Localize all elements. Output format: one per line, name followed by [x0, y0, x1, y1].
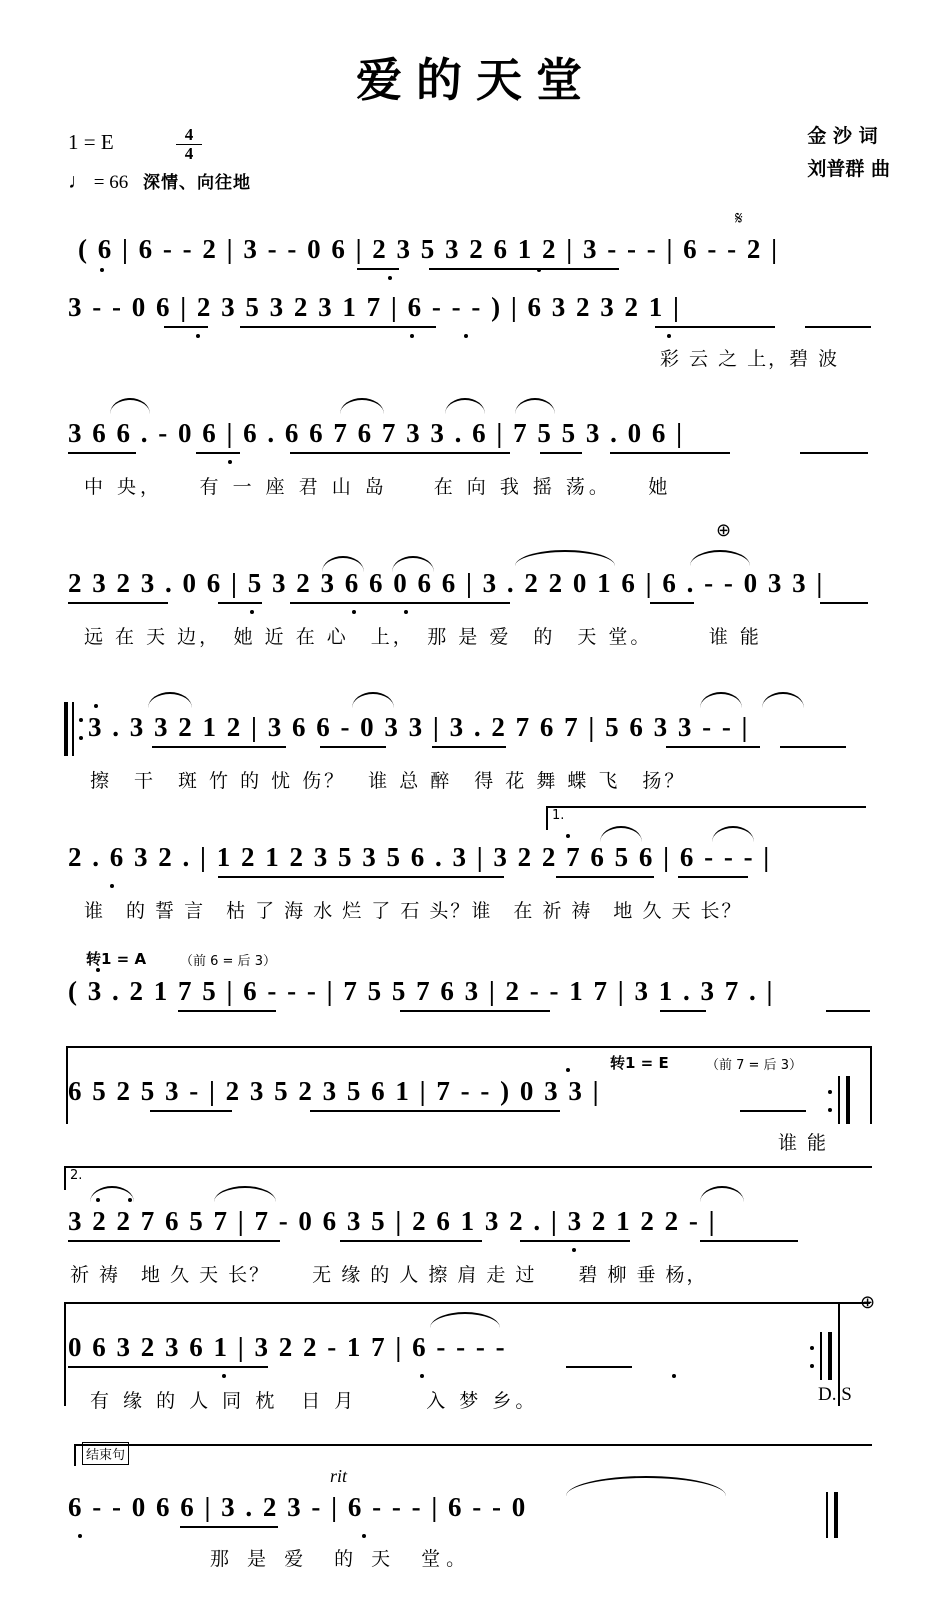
first-ending-bracket	[546, 806, 866, 830]
system-5-lyrics: 擦 干 斑 竹 的 忧 伤？ 谁 总 醉 得 花 舞 蝶 飞 扬？	[90, 770, 687, 792]
repeat-end-bar-thin	[838, 1076, 840, 1124]
system-10-left-rule	[64, 1302, 66, 1406]
repeat-dot	[79, 718, 83, 722]
repeat-dot	[828, 1090, 832, 1094]
beam	[180, 1526, 278, 1528]
beam	[218, 602, 262, 604]
rit-marking: rit	[330, 1466, 348, 1486]
system-5-notes: 3 . 3 3 2 1 2 | 3 6 6 - 0 3 3 | 3 . 2 7 6 7 | 5 6 3 3 - - |	[88, 712, 750, 742]
modulation-a-note: （前 6 = 后 3）	[180, 954, 276, 969]
system-6-lyrics: 谁 的 誓 言 枯 了 海 水 烂 了 石 头？谁 在 祈 祷 地 久 天 长？	[84, 900, 743, 922]
beam	[610, 452, 730, 454]
repeat-dot	[810, 1346, 814, 1350]
system-11-notes: 6 - - 0 6 6 | 3 . 2 3 - | 6 - - - | 6 - - 0	[68, 1492, 528, 1522]
beam	[178, 1010, 276, 1012]
modulation-e-note: （前 7 = 后 3）	[706, 1058, 802, 1073]
repeat-end-bar-2	[828, 1332, 832, 1380]
beam	[540, 452, 582, 454]
coda-icon: ⊕	[716, 520, 732, 541]
slur	[148, 692, 192, 708]
octave-dot-up	[96, 1198, 100, 1202]
system-11-lyrics: 那 是 爱 的 天 堂。	[210, 1548, 472, 1570]
octave-dot-up	[566, 834, 570, 838]
repeat-dot	[79, 736, 83, 740]
octave-dot-up	[96, 968, 100, 972]
octave-dot	[667, 334, 671, 338]
octave-dot	[78, 1534, 82, 1538]
system-9-lyrics: 祈 祷 地 久 天 长？ 无 缘 的 人 擦 肩 走 过 碧 柳 垂 杨，	[70, 1264, 708, 1286]
octave-dot	[404, 610, 408, 614]
beam	[650, 602, 694, 604]
octave-dot	[464, 334, 468, 338]
key-signature: 1 = E	[68, 130, 114, 154]
system-1-notes: ( 6 | 6 - - 2 | 3 - - 0 6 | 2 3 5 3 2 6 1 2 | 3 - - - | 6 - - 2 |	[78, 234, 780, 264]
slur	[690, 550, 750, 566]
octave-dot	[222, 1374, 226, 1378]
system-2-lyrics: 彩 云 之 上，碧 波	[660, 348, 840, 370]
beam	[196, 452, 240, 454]
slur	[515, 550, 615, 566]
beam	[666, 746, 760, 748]
octave-dot	[362, 1534, 366, 1538]
beam	[320, 746, 386, 748]
beam	[820, 602, 868, 604]
ds-marking: D. S	[818, 1384, 852, 1405]
second-ending-number: 2.	[70, 1168, 83, 1183]
coda-section-label: 结束句	[82, 1442, 129, 1465]
system-2-notes: 3 - - 0 6 | 2 3 5 3 2 3 1 7 | 6 - - - ) | 6 3 2 3 2 1 |	[68, 292, 681, 322]
slur	[352, 692, 394, 708]
expression-marking: 深情、向往地	[142, 173, 251, 193]
slur	[700, 692, 742, 708]
coda-icon: ⊕	[860, 1292, 876, 1313]
beam	[218, 876, 504, 878]
beam	[152, 746, 286, 748]
system-10-notes: 0 6 3 2 3 6 1 | 3 2 2 - 1 7 | 6 - - - -	[68, 1332, 507, 1362]
system-8-right-rule	[870, 1046, 872, 1124]
system-3-notes: 3 6 6 . - 0 6 | 6 . 6 6 7 6 7 3 3 . 6 | 7 5 5 3 . 0 6 |	[68, 418, 685, 448]
first-ending-number: 1.	[552, 808, 565, 823]
tempo-value: = 66	[93, 172, 129, 193]
beam	[805, 326, 871, 328]
octave-dot	[572, 1248, 576, 1252]
beam	[357, 268, 399, 270]
beam	[660, 1010, 706, 1012]
system-9-notes: 3 2 2 7 6 5 7 | 7 - 0 6 3 5 | 2 6 1 3 2 . | 3 2 1 2 2 - |	[68, 1206, 717, 1236]
beam	[150, 1110, 232, 1112]
beam	[700, 1240, 798, 1242]
time-signature-numerator: 4	[176, 126, 202, 145]
time-signature-denominator: 4	[184, 143, 194, 163]
system-10-lyrics: 有 缘 的 人 同 枕 日 月 入 梦 乡。	[90, 1390, 539, 1412]
system-7-notes: ( 3 . 2 1 7 5 | 6 - - - | 7 5 5 7 6 3 | 2 - - 1 7 | 3 1 . 3 7 . |	[68, 976, 775, 1006]
beam	[340, 1240, 482, 1242]
beam	[68, 452, 136, 454]
beam	[164, 326, 208, 328]
beam	[566, 1366, 632, 1368]
system-8-notes: 6 5 2 5 3 - | 2 3 5 2 3 5 6 1 | 7 - - ) 0 3 3 |	[68, 1076, 601, 1106]
system-10-top-rule	[64, 1302, 870, 1304]
beam	[826, 1010, 870, 1012]
system-3-lyrics: 中 央， 有 一 座 君 山 岛 在 向 我 摇 荡。 她	[84, 476, 672, 498]
octave-dot-up	[94, 704, 98, 708]
second-ending-bracket	[64, 1166, 872, 1190]
beam	[68, 1366, 268, 1368]
beam	[520, 1240, 630, 1242]
slur	[762, 692, 804, 708]
beam	[678, 876, 748, 878]
final-bar-thin	[826, 1492, 828, 1538]
beam	[68, 602, 168, 604]
beam	[740, 1110, 806, 1112]
octave-dot	[196, 334, 200, 338]
beam	[310, 1110, 560, 1112]
segno-icon: 𝄋	[735, 208, 743, 229]
beam	[429, 268, 619, 270]
modulation-a-label: 转1 = A	[86, 950, 147, 968]
octave-dot	[410, 334, 414, 338]
final-bar-thick	[834, 1492, 838, 1538]
slur	[566, 1476, 726, 1496]
beam	[780, 746, 846, 748]
modulation-e-label: 转1 = E	[610, 1054, 669, 1072]
octave-dot	[352, 610, 356, 614]
system-4-lyrics: 远 在 天 边， 她 近 在 心 上， 那 是 爱 的 天 堂。 谁 能	[84, 626, 762, 648]
beam	[290, 602, 510, 604]
system-6-notes: 2 . 6 3 2 . | 1 2 1 2 3 5 3 5 6 . 3 | 3 2 2 7 6 5 6 | 6 - - - |	[68, 842, 772, 872]
octave-dot	[672, 1374, 676, 1378]
octave-dot	[388, 276, 392, 280]
octave-dot	[420, 1374, 424, 1378]
system-8-top-rule	[66, 1046, 872, 1048]
repeat-start-bar-thin	[72, 702, 74, 756]
slur	[110, 398, 150, 414]
beam	[800, 452, 868, 454]
beam	[240, 326, 436, 328]
beam	[556, 876, 654, 878]
octave-dot	[110, 884, 114, 888]
beam	[68, 1240, 280, 1242]
tempo-note-icon: ♩	[68, 169, 89, 193]
time-signature	[176, 126, 202, 163]
system-8-lyrics: 谁 能	[778, 1132, 829, 1154]
lyricist-credit: 金 沙 词	[807, 125, 878, 147]
slur	[445, 398, 485, 414]
system-4-notes: 2 3 2 3 . 0 6 | 5 3 2 3 6 6 0 6 6 | 3 . 2 2 0 1 6 | 6 . - - 0 3 3 |	[68, 568, 825, 598]
repeat-end-bar	[846, 1076, 850, 1124]
octave-dot-up	[128, 1198, 132, 1202]
beam	[400, 1010, 550, 1012]
repeat-end-bar-thin-2	[820, 1332, 822, 1380]
coda-section-bracket	[74, 1444, 872, 1466]
page-title: 爱的天堂	[356, 53, 596, 107]
beam	[432, 746, 506, 748]
slur	[430, 1312, 500, 1328]
repeat-dot	[810, 1364, 814, 1368]
beam	[655, 326, 775, 328]
octave-dot	[250, 610, 254, 614]
credits	[807, 120, 890, 187]
octave-dot	[228, 460, 232, 464]
octave-dot-up	[566, 1068, 570, 1072]
tempo-marking	[68, 168, 251, 194]
octave-dot	[100, 268, 104, 272]
beam	[290, 452, 510, 454]
slur	[340, 398, 384, 414]
repeat-dot	[828, 1108, 832, 1112]
composer-credit: 刘普群 曲	[807, 158, 890, 181]
repeat-start-bar	[64, 702, 68, 756]
slur	[515, 398, 555, 414]
